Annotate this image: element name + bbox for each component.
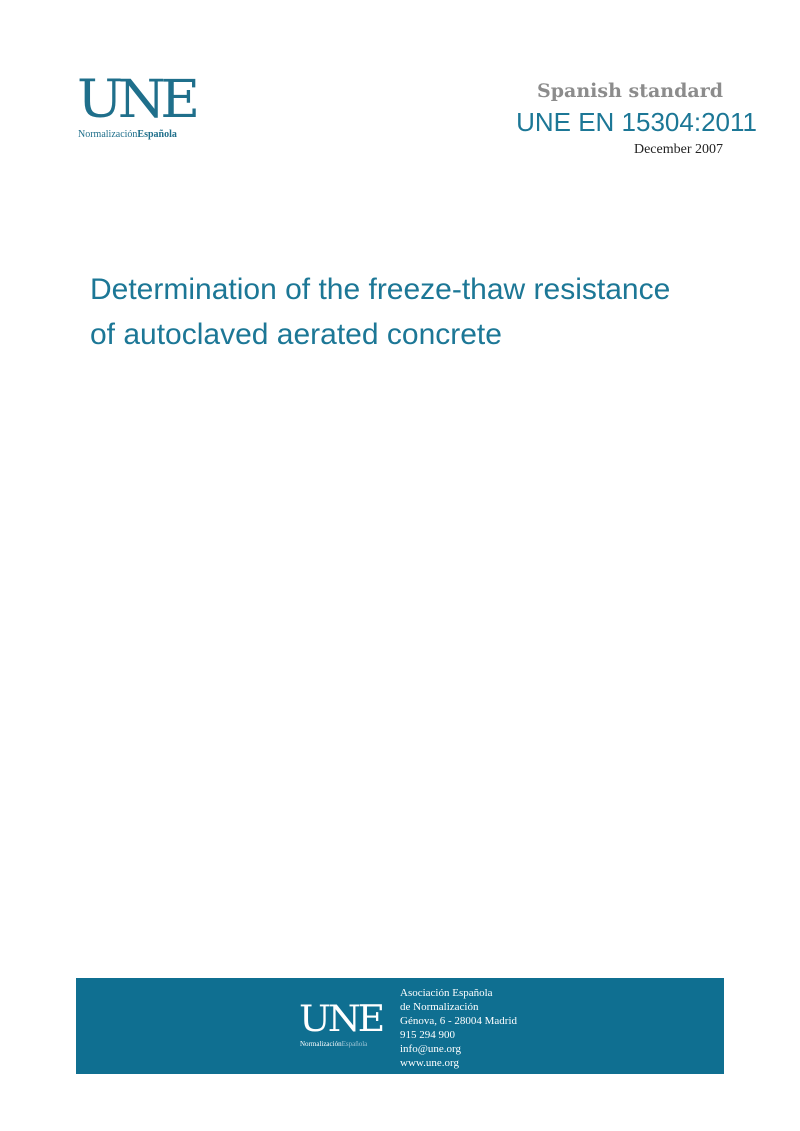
footer-logo-letters: UNE xyxy=(299,999,383,1040)
footer-band xyxy=(76,978,724,1074)
footer-org-line1: Asociación Española xyxy=(400,987,493,999)
title-line-1: Determination of the freeze-thaw resistance xyxy=(90,273,671,306)
title-line-2: of autoclaved aerated concrete xyxy=(90,318,502,351)
footer-org-line2: de Normalización xyxy=(400,1001,479,1013)
footer-contact-info xyxy=(400,986,517,1070)
footer-website[interactable]: www.une.org xyxy=(400,1057,459,1069)
une-logo xyxy=(77,70,217,144)
standard-kind: Spanish standard xyxy=(537,80,723,102)
footer-tagline-part2: Española xyxy=(341,1040,368,1048)
logo-tagline-part2: Española xyxy=(137,129,177,140)
logo-tagline-part1: Normalización xyxy=(78,129,138,140)
standard-date: December 2007 xyxy=(633,142,723,157)
footer-logo-tagline xyxy=(300,1040,367,1048)
une-logo-letters: UNE xyxy=(77,70,195,130)
une-logo-tagline xyxy=(78,129,177,140)
standard-code: UNE EN 15304:2011 xyxy=(516,107,757,137)
footer-address: Génova, 6 - 28004 Madrid xyxy=(400,1015,518,1027)
document-title xyxy=(90,267,750,357)
footer-une-logo xyxy=(299,999,389,1052)
footer-tagline-part1: Normalización xyxy=(300,1040,342,1048)
footer-email[interactable]: info@une.org xyxy=(400,1043,461,1055)
document-header xyxy=(516,78,757,160)
footer-phone: 915 294 900 xyxy=(400,1029,455,1041)
